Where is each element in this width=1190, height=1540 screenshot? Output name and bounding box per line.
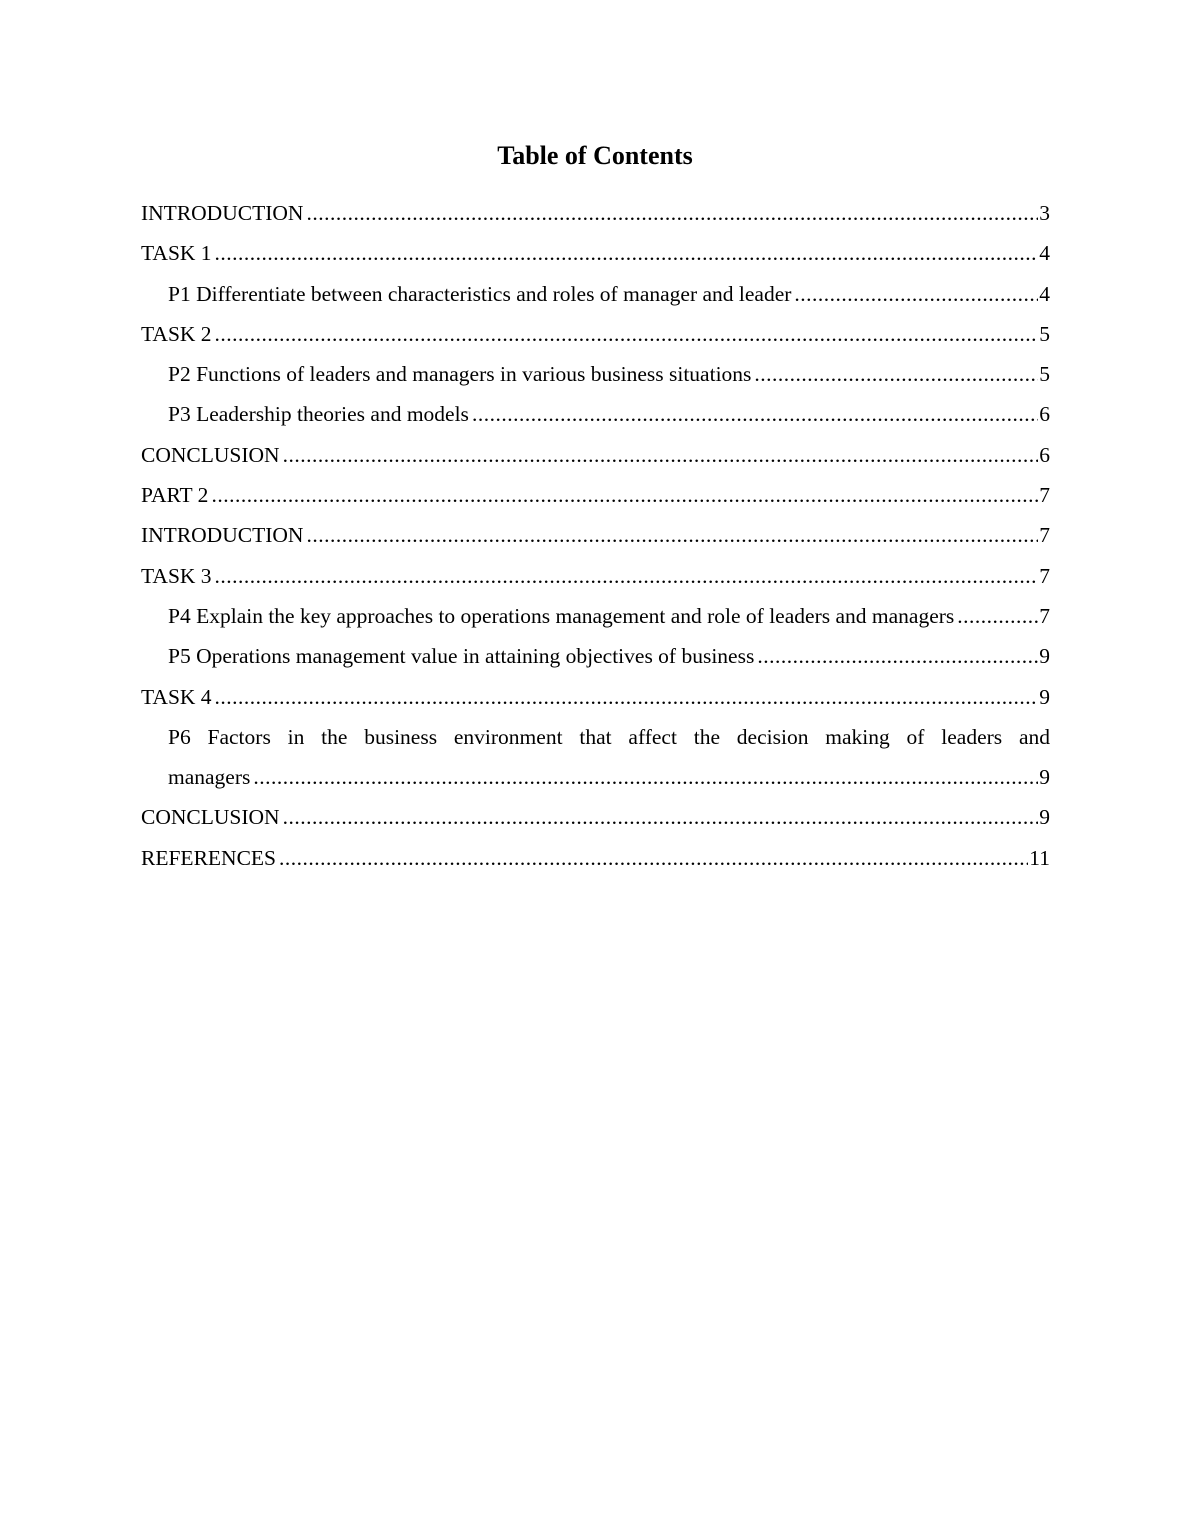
toc-entry-conclusion-2[interactable] <box>141 797 1050 837</box>
toc-page-number: 9 <box>1039 684 1050 709</box>
toc-entry-references[interactable] <box>141 838 1050 878</box>
toc-entry-p5[interactable] <box>141 636 1050 676</box>
toc-entry-label: P3 Leadership theories and models <box>168 402 469 427</box>
toc-entry-label: P6 Factors in the business environment that affect the decision making of leaders and <box>168 724 1050 749</box>
toc-dot-leader <box>957 596 1038 636</box>
toc-entry-p6[interactable] <box>141 757 1050 797</box>
toc-entry-p4[interactable] <box>141 596 1050 636</box>
toc-entry-label: CONCLUSION <box>141 442 280 467</box>
toc-entry-label: P5 Operations management value in attaining objectives of business <box>168 644 755 669</box>
toc-page-number: 7 <box>1039 523 1050 548</box>
toc-entry-part-2[interactable] <box>141 475 1050 515</box>
toc-entry-task-2[interactable] <box>141 314 1050 354</box>
toc-list <box>141 193 1050 878</box>
toc-page-number: 6 <box>1039 442 1050 467</box>
toc-dot-leader <box>794 274 1038 314</box>
toc-dot-leader <box>215 314 1039 354</box>
toc-page-number: 5 <box>1039 321 1050 346</box>
toc-page-number: 6 <box>1039 402 1050 427</box>
toc-dot-leader <box>215 556 1039 596</box>
toc-dot-leader <box>754 354 1038 394</box>
toc-entry-label: P2 Functions of leaders and managers in various business situations <box>168 362 752 387</box>
toc-entry-p2[interactable] <box>141 354 1050 394</box>
toc-entry-label: TASK 3 <box>141 563 212 588</box>
toc-page-number: 7 <box>1039 603 1050 628</box>
toc-entry-task-1[interactable] <box>141 233 1050 273</box>
toc-entry-label: PART 2 <box>141 483 209 508</box>
toc-entry-introduction[interactable] <box>141 193 1050 233</box>
toc-entry-conclusion[interactable] <box>141 435 1050 475</box>
toc-entry-label: CONCLUSION <box>141 805 280 830</box>
toc-dot-leader <box>211 475 1038 515</box>
toc-entry-p1[interactable] <box>141 274 1050 314</box>
toc-entry-label: REFERENCES <box>141 845 276 870</box>
toc-entry-label: P1 Differentiate between characteristics and roles of manager and leader <box>168 281 792 306</box>
toc-entry-label: TASK 1 <box>141 241 212 266</box>
toc-page-number: 9 <box>1039 644 1050 669</box>
toc-dot-leader <box>215 677 1039 717</box>
toc-dot-leader <box>283 435 1039 475</box>
toc-dot-leader <box>253 757 1038 797</box>
toc-entry-label: INTRODUCTION <box>141 201 304 225</box>
toc-dot-leader <box>757 636 1038 676</box>
toc-entry-task-3[interactable] <box>141 556 1050 596</box>
toc-dot-leader <box>279 838 1028 878</box>
toc-entry-task-4[interactable] <box>141 677 1050 717</box>
toc-page-number: 4 <box>1039 281 1050 306</box>
toc-page-number: 3 <box>1039 201 1050 225</box>
toc-dot-leader <box>306 193 1038 233</box>
page-title: Table of Contents <box>497 141 693 170</box>
toc-entry-introduction-2[interactable] <box>141 515 1050 555</box>
toc-entry-label: TASK 4 <box>141 684 212 709</box>
toc-entry-p3[interactable] <box>141 394 1050 434</box>
toc-page-number: 5 <box>1039 362 1050 387</box>
toc-dot-leader <box>215 233 1039 273</box>
toc-entry-label: TASK 2 <box>141 321 212 346</box>
toc-page-number: 4 <box>1039 241 1050 266</box>
toc-page-number: 7 <box>1039 483 1050 508</box>
toc-dot-leader <box>306 515 1038 555</box>
toc-dot-leader <box>472 394 1038 434</box>
toc-entry-label: P4 Explain the key approaches to operations management and role of leaders and managers <box>168 603 955 628</box>
toc-page-number: 9 <box>1039 805 1050 830</box>
toc-page-number: 11 <box>1029 845 1050 870</box>
toc-page-number: 7 <box>1039 563 1050 588</box>
toc-entry-label: INTRODUCTION <box>141 523 304 548</box>
toc-entry-p6-line-1[interactable] <box>141 717 1050 757</box>
toc-entry-label: managers <box>168 765 251 790</box>
toc-page-number: 9 <box>1039 765 1050 790</box>
toc-dot-leader <box>283 797 1039 837</box>
